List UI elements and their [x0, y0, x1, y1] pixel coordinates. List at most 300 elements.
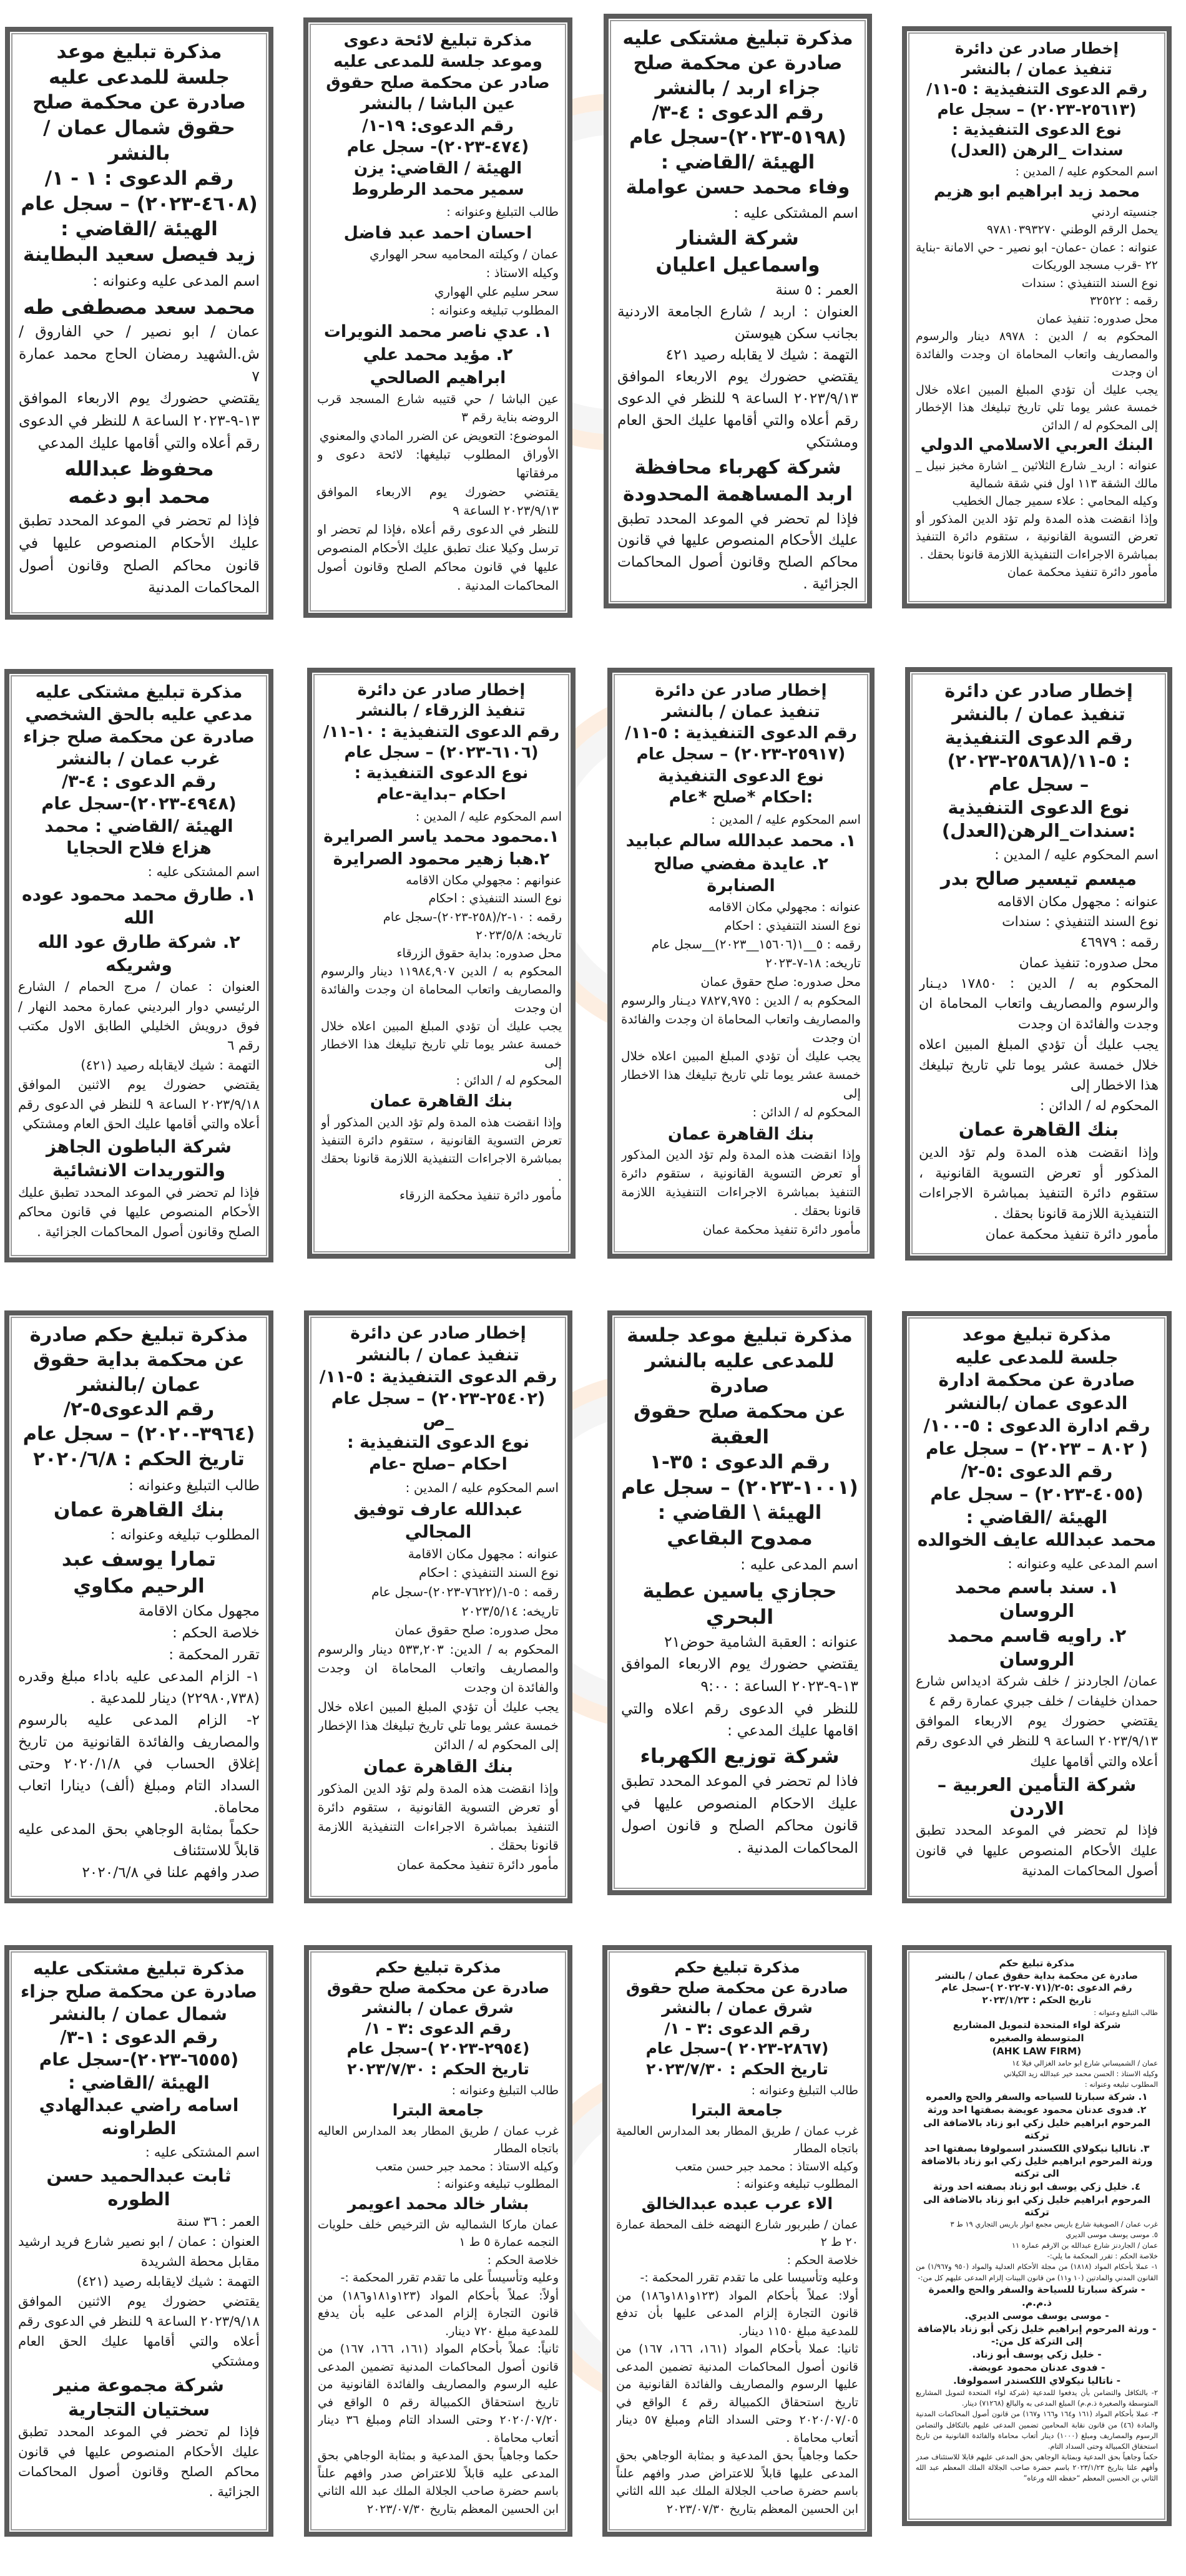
party-name: المتوسطة والصغيره — [989, 2032, 1084, 2044]
notice-text: رقمه : ٥-١/(٧٦٢٢-٢٠٢٣)-سجل عام — [371, 1584, 559, 1599]
party-name: جامعة البترا — [691, 2100, 783, 2120]
notice-text: فإذا لم تحضر في الموعد المحدد تطبق عليك الأحكام المنصوص عليها في قانون محاكم الصلح وقانون أصول المحاكمات الجزائية . — [617, 510, 858, 593]
notice-body — [621, 1323, 858, 1884]
notice-text: فإذا لم تحضر في الموعد المحدد تطبق عليك الأحكام المنصوص عليها في قانون محاكم الصلح وقانون أصول المحاكمات الجزائية . — [18, 1184, 260, 1239]
party-name: شركة كهرباء محافظة — [634, 456, 841, 479]
notice-heading: اسامه راضي عبدالهادي — [39, 2095, 239, 2116]
notice-text: تاريخه: ١٨-٧-٢٠٢٣ — [765, 955, 861, 970]
notice-text: طالب التبليغ وعنوانه : — [751, 2083, 858, 2097]
notice-heading: :احكام *صلح *عام — [669, 788, 813, 807]
notice-heading: مذكرة تبليغ حكم — [375, 1958, 501, 1976]
notice-heading: تاريخ الحكم : ٢٠٢٣/٧/٣٠ — [347, 2059, 529, 2078]
notice-text: يقتضي حضورك يوم الاربعاء الموافق ١٣-٩-٢٠٢٣ الساعة : ٩:٠٠ — [621, 1655, 858, 1695]
notice-text: محل صدوره: تنفيذ عمان — [1036, 311, 1158, 326]
notice-heading: الهيئة \ القاضي : — [657, 1501, 822, 1525]
notice-heading: (٢٥٩١٧-٢٠٢٣) – سجل عام — [636, 745, 846, 764]
notice-heading: رقم الدعوى : ٣٥-١ — [649, 1451, 830, 1474]
notice-heading: (٦٥٥٥-٢٠٢٣)-سجل عام — [39, 2049, 239, 2071]
notice-text: نوع السند التنفيذي : احكام — [419, 1565, 559, 1581]
party-name: سختيان التجارية — [68, 2399, 210, 2421]
notice-heading: رقم الدعوى التنفيذية : ١٠-١١/ — [323, 722, 560, 741]
notice-text: تاريخه: ٢٠٢٣/٥/١٤ — [461, 1603, 559, 1619]
notice-heading: (٤٦٠٨-٢٠٢٣) – سجل عام — [21, 192, 258, 215]
notice-text: اسم المشتكى عليه : — [147, 864, 260, 880]
notice-text: اسم المشتكى عليه : — [145, 2144, 260, 2160]
notice-text: مأمور دائرة تنفيذ محكمة الزرقاء — [399, 1188, 562, 1203]
notice-heading: تنفيذ عمان / بالنشر — [662, 703, 820, 722]
party-name: شركة الباطون الجاهز — [46, 1136, 232, 1157]
notice-text: رقمه : ١٠-٢/(٢٥٨-٢٠٢٣)-سجل عام — [383, 909, 562, 924]
notice-text: عمان ماركا الشماليه ش الترخيص خلف حلويات النجمه عمارة ٥ ط ١ — [318, 2217, 559, 2250]
notice-body — [919, 680, 1159, 1249]
notice-text: وكيله المحامي : علاء سمير جمال الخطيب — [952, 494, 1158, 509]
notice-text: يحمل الرقم الوطني ٩٧٨١٠٣٩٣٢٧٠ — [986, 223, 1158, 237]
notice-text: وعليه وتأسيسا على ما تقدم تقرر المحكمة :- — [640, 2271, 858, 2285]
notice-heading: رقم الدعوى التنفيذية : ٥-١١/ — [625, 724, 857, 743]
notice-text: ٣- عملا بأحكام المواد (١٦١ و١٦٤ و١٦٦ و١٦٧) من قانون أصول المحاكمات المدنية والمادة (٤٦) من قانون نقابة المحامين تضمين المدعى عليهم بالتكافل والتضامن الرسوم والمصاريف ومبلغ (١٠٠٠) دينار أتعاب محاماة والفائدة القانونية من تاريخ استحقاق الكمبيالة وحتى السداد التام. — [916, 2409, 1158, 2451]
notice-heading: صادرة عن محكمة صلح — [633, 52, 843, 74]
notice-text: حكما وجاهياً بحق المدعية و بمثابة الوجاهي بحق المدعى عليها قابلاً للاعتراض صدر وافهم علناً باسم حضرة صاحب الجلالة الملك عبد الله الثاني ابن الحسين المعظم بتاريخ ٢٠٢٣/٠٧/٣٠ — [616, 2449, 858, 2516]
notice-heading: رقم الدعوى :٥-٢/(٧٠٧١-٢٠٢٢ )-سجل عام — [941, 1982, 1132, 1993]
legal-notice — [607, 668, 875, 1259]
notice-text: المطلوب تبليغه وعنوانه : — [436, 2177, 559, 2192]
notice-text: وإذا انقضت هذه المدة ولم تؤد الدين المذكور أو تعرض التسوية القانونية ، ستقوم دائرة التنفيذ بمباشرة الاجراءات التنفيذية اللازمة قانونا بحقك . — [318, 1780, 559, 1853]
notice-heading: مذكرة تبليغ حكم — [999, 1958, 1075, 1969]
notice-heading: رقم الدعوى التنفيذية : ٥-١١/ — [319, 1367, 557, 1387]
notice-body — [318, 1958, 559, 2525]
party-name: - ناتاليا نيكولاي اللكسندر اسمولوفا. — [953, 2375, 1120, 2387]
notice-text: المحكوم به / الدين : ١٧٨٥٠ ديـنار والرسوم والمصاريف واتعاب المحاماة ان وجدت والفائدة ان وجدت — [919, 975, 1159, 1033]
notice-heading: مذكرة تبليغ حكم — [674, 1958, 800, 1976]
party-name: تمارا يوسف عبد — [61, 1548, 217, 1571]
notice-text: للنظر في الدعوى رقم اعلاه والتي اقامها عليك المدعي : — [621, 1699, 858, 1740]
legal-notice — [602, 1945, 872, 2537]
notice-heading: صادر عن محكمة صلح حقوق — [326, 74, 550, 93]
notice-text: نوع السند التنفيذي : سندات — [1002, 914, 1159, 930]
notice-text: سحر سليم علي الهواري — [434, 283, 559, 299]
party-name: شركة لواء المتحدة لتمويل المشاريع — [953, 2019, 1121, 2031]
notice-text: اسم المحكوم عليه / المدين : — [711, 811, 861, 827]
notice-heading: (٥١٩٨-٢٠٢٣)-سجل عام — [629, 127, 846, 149]
notice-text: العمر : ٣٦ سنة — [176, 2213, 260, 2230]
notice-heading: تاريخ الحكم : ٢٠٢٠/٦/٨ — [33, 1448, 245, 1471]
party-name: بنك القاهرة عمان — [958, 1119, 1119, 1141]
notice-text: مأمور دائرة تنفيذ محكمة عمان — [396, 1857, 559, 1873]
notice-heading: تاريخ الحكم : ٢٠٢٣/٧/٣٠ — [646, 2059, 828, 2078]
notice-text: المطلوب تبليغه وعنوانه : — [1084, 2080, 1158, 2089]
notice-text: محل صدوره: صلح حقوق عمان — [395, 1622, 559, 1638]
notice-heading: حقوق شمال عمان /بالنشر — [43, 116, 235, 165]
notice-heading: صادرة عن محكمة صلح جزاء — [20, 1981, 258, 2002]
notice-heading: (٣٩٦٤-٢٠٢٠) – سجل عام — [22, 1423, 255, 1446]
party-name: ١. سند باسم محمد الروسان — [954, 1576, 1119, 1622]
notice-text: العنوان : اربد / شارع الجامعة الاردنية بجانب سكن هيوستن — [617, 303, 858, 342]
notice-heading: رقم الدعوى التنفيذية — [944, 726, 1133, 748]
notice-heading: رقم الدعوى٥-٢/ — [63, 1398, 215, 1421]
notice-body — [18, 681, 260, 1251]
party-name: محمد زيد ابراهيم ابو هزيم — [933, 182, 1140, 201]
notice-heading: نوع الدعوى التنفيذية — [948, 796, 1130, 818]
notice-heading: صادرة عن محكمة صلح جزاء — [23, 726, 255, 747]
notice-text: حكماً وجاهياً بحق المدعية وبمثابة الوجاهي بحق المدعى عليهم قابلا للاستئناف صدر وأفهم علنا بتاريخ ٢٠٢٣/١/٢٣ باسم حضرة صاحب الجلالة الملك المعظم عبد الله الثاني بن الحسين المعظم “حفظه الله ورعاه” — [916, 2452, 1158, 2483]
notice-heading: صادرة عن محكمة ادارة — [938, 1370, 1135, 1391]
notice-text: نوع السند التنفيذي : احكام — [428, 891, 562, 906]
notice-heading: (١٠٠١-٢٠٢٣) – سجل عام — [621, 1476, 858, 1499]
notice-heading: سمير محمد الرطروط — [351, 180, 524, 199]
legal-notice — [303, 17, 572, 618]
notice-text: عنوانه : اربد_ شارع الثلاثين _ اشارة مخبز نبيل _ مالك الشقة ١١٣ اول فني شقة شمالية — [916, 459, 1158, 490]
notice-text: خلاصة الحكم : — [172, 1624, 260, 1642]
notice-text: خلاصة الحكم : — [487, 2253, 559, 2267]
notice-heading: زيد فيصل سعيد البطاينة — [22, 243, 256, 266]
notice-heading: (٦١٠٦-٢٠٢٣) – سجل عام — [344, 743, 539, 762]
notice-body — [18, 1323, 260, 1892]
notice-heading: تنفيذ عمان / بالنشر — [952, 703, 1125, 725]
notice-heading: مذكرة تبليغ لائحة دعوى — [343, 31, 532, 50]
notice-heading: مذكرة تبليغ مشتكى عليه — [35, 682, 243, 702]
notice-text: المطلوب تبليغه وعنوانه : — [430, 302, 559, 318]
notice-heading: رقم الدعوى التنفيذية : ٥-١١/ — [926, 80, 1148, 98]
notice-text: يقتضي حضورك يوم الاربعاء الموافق ٢٠٢٣/٩/١٣ الساعة ٩ للنظر في الدعوى رقم أعلاه والتي أقامها عليك الحق العام ومشتكي — [617, 368, 858, 451]
notice-heading: صادرة عن محكمة بداية حقوق عمان / بالنشر — [935, 1969, 1138, 1981]
notice-text: يجب عليك أن تؤدي المبلغ المبين اعلاه خلال خمسة عشر يوما تلي تاريخ تبليغك هذا الاخطار إلى — [621, 1048, 861, 1101]
notice-heading: رقم ادارة الدعوى : ٥-١٠٠/ — [923, 1415, 1150, 1437]
notice-heading: (٤٠٥٥-٢٠٢٣) – سجل عام — [930, 1483, 1144, 1505]
party-name: بنك القاهرة عمان — [370, 1091, 513, 1111]
party-name: ميسم تيسير صالح بدر — [940, 868, 1137, 890]
party-name: بنك القاهرة عمان — [363, 1756, 513, 1777]
party-name: ١. شركة سبارتا للسياحه والسفر والحج والعمره — [926, 2091, 1148, 2103]
notice-heading: رقم الدعوى :٣ - ١/ — [365, 2019, 511, 2037]
notice-text: العمر : ٥ سنة — [775, 281, 858, 298]
notice-text: ٢- الزام المدعى عليه بالرسوم والمصاريف والفائدة القانونية من تاريخ إغلاق الحساب في ٢٠٢٠/١/٨ وحتى السداد التام ومبلغ (ألف) دينارا اتعاب محاماة. — [18, 1711, 260, 1816]
notice-heading: مذكرة تبليغ موعد — [962, 1324, 1112, 1345]
notice-heading: وموعد جلسة للمدعى عليه — [333, 52, 542, 72]
notice-text: عنوانه : عمان -عمان- ابو نصير - حي الامانة -بناية ٢٢ -قرب مسجد الوريكات — [916, 240, 1158, 273]
notice-text: اسم المحكوم عليه / المدين : — [405, 1480, 559, 1495]
notice-text: عمان/ الجاردنز / خلف شركة اديداس شارع حمدان خليفات / خلف جبري عمارة رقم ٤ — [916, 1674, 1158, 1710]
notice-body — [916, 1324, 1158, 1892]
party-name: عبدالله عارف توفيق المجالي — [353, 1499, 523, 1542]
notice-heading: رقم الدعوى: ١٩-١/ — [362, 116, 514, 135]
notice-body — [916, 1958, 1158, 2515]
notice-text: عمان / ابو نصير / حي الفاروق / ش.الشهيد رمضان الحاج محمد عمارة ٧ — [19, 323, 260, 385]
notice-heading: الهيئة /القاضي : — [660, 152, 815, 174]
party-name: محمد سعد مصطفى طه — [23, 295, 255, 319]
notice-text: وكيله الاستاذ : — [486, 265, 559, 280]
party-name: ابراهيم الصالحي — [370, 368, 506, 388]
notice-text: المحكوم له / الدائن : — [1039, 1098, 1159, 1115]
party-name: ١. عدي ناصر محمد النويرات — [323, 322, 552, 342]
notice-text: المحكوم به / الدين: ٥٣٣,٢٠٣ دينار والرسوم والمصاريف واتعاب المحاماة ان وجدت والفائدة ان وجدت — [318, 1641, 559, 1695]
notice-heading: سندات _الرهن (العدل) — [950, 140, 1124, 159]
notice-text: المحكوم له / الدائن : — [752, 1105, 861, 1120]
notice-text: الموضوع: التعويض عن الضرر المادي والمعنوي — [319, 428, 559, 444]
notice-text: عنوانه : العقبة الشامية حوض٢١ — [664, 1632, 858, 1651]
notice-text: ١- الزام المدعى عليه باداء مبلغ وقدره (٢٢٩٨٠,٧٣٨) دينار للمدعية . — [18, 1668, 260, 1707]
notice-heading: رقم الدعوى : ١-٣/ — [60, 2026, 218, 2047]
notice-text: ثانياً: عملاً بأحكام المواد (١٦١، ١٦٦، ١٦٧) من قانون أصول المحاكمات المدنية تضمين المدعى عليه الرسوم والمصاريف والفائدة القانونية من تاريخ استحقاق الكمبيالة رقم ٥ الواقع في ٢٠٢٠/٠٧/٢٠ وحتى السداد التام ومبلغ ٣٦ دينار أتعاب محاماة . — [318, 2342, 559, 2445]
notice-text: وإذا انقضت هذه المدة ولم تؤد الدين المذكور أو تعرض التسوية القانونية ، ستقوم دائرة التنفيذ بمباشرة الاجراءات التنفيذية اللازمة قانونا بحقك . — [321, 1115, 562, 1184]
notice-text: جنسيته اردني — [1091, 205, 1158, 219]
party-name: جامعة البترا — [392, 2100, 484, 2120]
notice-text: المحكوم له / الدائن : — [456, 1073, 562, 1088]
notice-heading: إخطار صادر عن دائرة — [357, 681, 526, 700]
party-name: - خليل زكي يوسف أبو زناد. — [972, 2349, 1102, 2361]
notice-text: يجب عليك أن تؤدي المبلغ المبين اعلاه خلال خمسة عشر يوما تلي تاريخ تبليغك هذا الإخطار إلى المحكوم له / الدائن — [916, 383, 1158, 432]
notice-text: عنوانه : مجهولي مكان الاقامه — [708, 899, 861, 915]
notice-heading: تنفيذ عمان / بالنشر — [357, 1345, 519, 1365]
legal-notice — [4, 1310, 273, 1903]
notice-heading: ( ٨٠٢ – ٢٠٢٣) – سجل عام — [925, 1438, 1148, 1459]
party-name: ٢. مؤيد محمد علي — [363, 344, 513, 364]
notice-text: رقمه : ٥__١(١٥٦٠٦__٢٠٢٣)__سجل عام — [651, 936, 861, 952]
notice-text: عنوانه : مجهول مكان الاقامة — [408, 1546, 559, 1561]
party-name: ١. محمد عبدالله سالم عبابيد — [625, 831, 856, 851]
notice-text: المحكوم به / الدين ١١٩٨٤,٩٠٧ دينار والرسوم والمصاريف واتعاب المحاماة ان وجدت والفائدة ان وجدت — [321, 964, 562, 1015]
party-name: البنك العربي الاسلامي الدولي — [920, 436, 1154, 455]
notice-text: وإذا انقضت هذه المدة ولم تؤد الدين المذكور أو تعرض التسوية القانونية ، ستقوم دائرة التنفيذ بمباشرة الاجراءات التنفيذية اللازمة قانونا بحقك . — [916, 512, 1158, 562]
notice-heading: صادرة عن محكمة صلح حقوق — [625, 1978, 849, 1997]
notice-heading: إخطار صادر عن دائرة — [944, 680, 1133, 701]
party-name: بشار خالد محمد اعويمر — [347, 2194, 529, 2213]
legal-notice — [604, 14, 872, 608]
notice-text: المطلوب تبليغه وعنوانه : — [110, 1526, 260, 1543]
notice-heading: تنفيذ عمان / بالنشر — [961, 59, 1112, 78]
notice-text: المطلوب تبليغه وعنوانه : — [736, 2177, 858, 2192]
notice-text: اسم المحكوم عليه / المدين : — [1015, 164, 1158, 178]
notice-heading: صادرة عن محكمة صلح حقوق — [326, 1978, 550, 1997]
notice-text: يجب عليك أن تؤدي المبلغ المبين اعلاه خلال خمسة عشر يوما تلي تاريخ تبليغك هذا الاخطار إلى — [919, 1037, 1159, 1094]
notice-text: العنوان : عمان / ابو نصير شارع فريد ارشيد مقابل محطة الشريدة — [18, 2233, 260, 2270]
party-name: ١. طارق محمد محمود عوده الله — [21, 884, 257, 929]
notice-heading: غرب عمان / بالنشر — [57, 749, 220, 769]
notice-text: التهمة : شيك لايقابله رصيد (٤٢١) — [76, 2273, 260, 2290]
party-name: - فدوى عدنان محمود عويضة. — [968, 2362, 1105, 2374]
party-name: ٢. فدوى عدنان محمود عويضة بصفتها احد ورثة المرحوم ابراهيم خليل زكي ابو زناد بالاضافة الى تركته — [923, 2104, 1151, 2141]
notice-heading: عمان /بالنشر — [77, 1373, 201, 1396]
notice-heading: نوع الدعوى التنفيذية — [658, 766, 824, 786]
notice-text: عمان / الجاردنز شارع عبدالله بن الارقم عمارة ١١ — [1011, 2241, 1158, 2250]
party-name: واسماعيل اعليان — [655, 253, 820, 276]
party-name: - شركة سبارتا للسياحة والسفر والحج والعمرة ذ.م.م. — [928, 2284, 1145, 2308]
notice-text: مجهول مكان الاقامة — [138, 1603, 260, 1620]
notice-heading: الهيئة /القاضي : — [966, 1506, 1108, 1528]
notice-heading: نوع الدعوى التنفيذية : — [952, 120, 1122, 139]
notice-text: اسم المدعى عليه : — [740, 1556, 858, 1574]
notice-text: يقتضي حضورك يوم الاثنين الموافق ٢٠٢٣/٩/١٨ الساعة ٩ للنظر في الدعوى رقم أعلاه والتي أقامها عليك الحق العام ومشتكي — [18, 2293, 260, 2370]
notice-heading: (٤٩٤٨-٢٠٢٣)-سجل عام — [41, 793, 237, 814]
notice-heading: رقم الدعوى : ١ - ١/ — [44, 167, 234, 190]
notice-heading: هزاع فلاح الحجايا — [66, 838, 212, 859]
notice-text: تاريخه: ٢٠٢٣/٥/٨ — [476, 927, 562, 942]
notice-text: اسم المشتكى عليه : — [733, 205, 858, 222]
notice-text: غرب عمان / طريق المطار بعد المدارس العالمية باتجاه المطار — [616, 2124, 858, 2156]
notice-text: عنوانهم : مجهولي مكان الاقامه — [406, 873, 562, 888]
notice-text: وإذا انقضت هذه المدة ولم تؤد الدين المذكور أو تعرض التسوية القانونية ، ستقوم دائرة التنفيذ بمباشرة الاجراءات التنفيذية اللازمة قانونا بحقك . — [919, 1144, 1159, 1222]
notice-text: غرب عمان / الصويفية شارع باريس مجمع انوار باريس التجاري ١٩ ط ٣ — [950, 2220, 1158, 2229]
notice-text: وكيله الاستاذ : محمد جبر حسن متعب — [375, 2159, 559, 2174]
notice-heading: الهيئة / القاضي: يزن — [353, 159, 522, 178]
party-name: ١.محمود محمد ياسر الصرايرة — [323, 827, 559, 847]
notice-body — [616, 1958, 858, 2525]
party-name: شركة توزيع الكهرباء — [640, 1744, 840, 1769]
notice-text: عنوانه : مجهول مكان الاقامه — [997, 894, 1159, 910]
notice-heading: شمال عمان / بالنشر — [51, 2004, 227, 2025]
legal-notice — [4, 1945, 273, 2537]
notice-heading: احكام –بداية-عام — [376, 784, 506, 804]
notice-heading: نوع الدعوى التنفيذية : — [354, 764, 529, 783]
notice-text: فإذا لم تحضر في الموعد المحدد تطبق عليك الأحكام المنصوص عليها في قانون محاكم الصلح وقانون أصول المحاكمات المدنية — [19, 512, 260, 597]
notice-body — [317, 30, 559, 607]
notice-heading: تاريخ الحكم : ٢٠٢٣/١/٢٣ — [982, 1994, 1092, 2006]
party-name: ٢. شركة طارق عود الله وشريكه — [37, 931, 240, 975]
notice-text: أولاً: عملاً بأحكام المواد (١٢٣و١٨١و١٨٦) من قانون التجارة إلزام المدعى عليه بأن يدفع للمدعية مبلغ ٧٢٠ دينار. — [318, 2288, 559, 2338]
notice-text: للنظر في الدعوى رقم أعلاه ،فإذا لم تحضر او ترسل وكيلا عنك تطبق عليك الأحكام المنصوص عليها في قانون محاكم الصلح وقانون أصول المحاكمات المدنية . — [317, 521, 559, 593]
notice-heading: رقم الدعوى : ٤-٣/ — [61, 771, 217, 791]
notice-text: العنوان : عمان / مرج الحمام / الشارع الرئيسي دوار البرديني عمارة محمد النهار / فوق درويش الخليلي الطابق الاول مكتب رقم ٦ — [18, 979, 260, 1053]
notice-text: التهمة : شيك لايقابله رصيد (٤٢١) — [81, 1057, 260, 1073]
notice-body — [321, 680, 562, 1247]
notice-text: رقمه : ٤٦٩٧٩ — [1080, 935, 1159, 951]
notice-text: عين الباشا / حي قتيبه شارع المسجد قرب الروضه بناية رقم ٣ — [317, 391, 559, 425]
notice-heading: عين الباشا / بالنشر — [360, 95, 516, 114]
notice-heading: (٤٧٤-٢٠٢٣)- سجل عام — [346, 137, 529, 157]
notice-body — [18, 1958, 260, 2525]
notice-text: يقتضي حضورك يوم الاربعاء الموافق ١٣-٩-٢٠٢٣ الساعة ٨ للنظر في الدعوى رقم أعلاه والتي أقامها عليك المدعي — [19, 389, 260, 452]
notice-heading: شرق عمان / بالنشر — [662, 1999, 813, 2017]
notice-text: يجب عليك أن تؤدي المبلغ المبين اعلاه خلال خمسة عشر يوما تلي تاريخ تبليغك هذا الاخطار إلى — [321, 1018, 562, 1070]
party-name: - موسى يوسف موسى الديري. — [964, 2310, 1109, 2321]
notice-heading: رقم الدعوى :٣ - ١/ — [664, 2019, 810, 2037]
notice-heading: (٢٨٦٧-٢٠٢٣ )-سجل عام — [645, 2039, 829, 2057]
notice-text: طالب التبليغ وعنوانه : — [446, 203, 559, 219]
notice-text: فإذا لم تحضر في الموعد المحدد تطبق عليك الأحكام المنصوص عليها في قانون أصول المحاكمات المدنية — [916, 1823, 1158, 1879]
legal-notice — [902, 26, 1172, 608]
party-name: ٢. عايدة مفضي صالح الصنابرة — [654, 854, 828, 896]
notice-heading: ممدوح البقاعي — [667, 1527, 813, 1549]
notice-text: وإذا انقضت هذه المدة ولم تؤد الدين المذكور أو تعرض التسوية القانونية ، ستقوم دائرة التنفيذ بمباشرة الاجراءات التنفيذية اللازمة قانونا بحقك . — [621, 1147, 861, 1219]
notice-heading: مدعي عليه بالحق الشخصي — [25, 704, 253, 724]
notice-heading: مذكرة تبليغ مشتكى عليه — [622, 27, 853, 49]
notice-text: حكماً بمثابة الوجاهي بحق المدعى عليه قابلاً للاستئناف — [18, 1820, 260, 1860]
notice-text: خلاصة الحكم : — [787, 2253, 858, 2267]
party-name: محفوظ عبدالله — [64, 456, 214, 481]
notice-heading: جزاء اربد / بالنشر — [655, 77, 821, 99]
legal-notice — [304, 1310, 572, 1903]
notice-heading: مذكرة تبليغ حكم صادرة — [29, 1324, 248, 1346]
notice-heading: مذكرة تبليغ مشتكى عليه — [32, 1958, 245, 1979]
notice-text: محل صدوره: بداية حقوق الزرقاء — [396, 945, 562, 960]
notice-text: اسم المحكوم عليه / المدين : — [415, 809, 562, 824]
notice-body — [19, 39, 260, 608]
notice-heading: الدعوى عمان /بالنشر — [946, 1392, 1128, 1413]
notice-heading: احكام –صلح -عام — [369, 1454, 507, 1474]
notice-text: اسم المدعى عليه وعنوانه : — [92, 272, 260, 290]
notice-text: وكيله الاستاذ : محمد جبر حسن متعب — [675, 2159, 858, 2174]
notice-heading: وفاء محمد حسن عواملة — [625, 176, 850, 198]
notice-heading: مذكرة تبليغ موعد — [56, 41, 222, 63]
notice-heading: (٢٥٦١٣-٢٠٢٣) – سجل عام — [937, 100, 1137, 119]
legal-notice — [5, 27, 273, 620]
legal-notice — [905, 667, 1172, 1261]
notice-text: يقتضي حضورك يوم الاربعاء الموافق ٢٠٢٣/٩/١٣ الساعة ٩ — [317, 484, 559, 519]
party-name: الاء عرب عبده عبدالخالق — [641, 2194, 833, 2213]
notice-text: طالب التبليغ وعنوانه : — [451, 2083, 559, 2097]
notice-heading: (٢٥٤٠٢-٢٠٢٣) – سجل عام _ص — [331, 1388, 546, 1430]
notice-heading: مذكرة تبليغ موعد جلسة — [627, 1324, 853, 1347]
notice-text: حكما وجاهياً بحق المدعية و بمثابة الوجاهي بحق المدعى عليه قابلاً للاعتراض صدر وافهم علناً باسم حضرة صاحب الجلالة الملك عبد الله الثاني ابن الحسين المعظم بتاريخ ٢٠٢٣/٠٧/٣٠ — [318, 2449, 559, 2516]
party-name: شركة الشنار — [677, 227, 799, 250]
legal-notice — [607, 1310, 872, 1895]
legal-notice — [4, 669, 273, 1262]
party-name: ٤. خليل زكي يوسف ابو زناد بصفته احد ورثة المرحوم ابراهيم خليل زكي ابو زناد بالاضافة الى تركته — [923, 2181, 1151, 2218]
notice-heading: عن محكمة صلح حقوق العقبة — [633, 1400, 846, 1448]
notice-heading: رقم الدعوى : ٤-٣/ — [652, 102, 824, 124]
party-name: شركة مجموعة منير — [54, 2374, 224, 2396]
notice-text: اسم المحكوم عليه / المدين : — [994, 847, 1159, 863]
notice-body — [621, 680, 861, 1247]
notice-text: تقرر المحكمة : — [169, 1646, 260, 1664]
notice-text: يقتضي حضورك يوم الاثنين الموافق ٢٠٢٣/٩/١٨ الساعة ٩ للنظر في الدعوى رقم أعلاه والتي أقامها عليك الحق العام ومشتكي — [18, 1077, 260, 1131]
notice-text: الأوراق المطلوب تبليغها: لائحة دعوى و مرفقاتها — [317, 447, 559, 481]
notice-body — [617, 26, 858, 597]
party-name: اربد المساهمة المحدودة — [623, 482, 853, 505]
notice-text: وكيله الاستاذ : الحسن محمد خير عبدالله زيد الكيلاني — [1003, 2069, 1158, 2079]
party-name: حجازي ياسين عطية البحري — [642, 1578, 837, 1629]
notice-text: فإذا لم تحضر في الموعد المحدد تطبق عليك الأحكام المنصوص عليها في قانون محاكم الصلح وقانون أصول المحاكمات الجزائية . — [18, 2424, 260, 2500]
notice-heading: تنفيذ الزرقاء / بالنشر — [357, 701, 526, 721]
notice-text: طالب التبليغ وعنوانه : — [1094, 2008, 1158, 2017]
notice-text: يقتضي حضورك يوم الاربعاء الموافق ٢٠٢٣/٩/١٣ الساعة ٩ للنظر في الدعوى رقم أعلاه والتي أقامها عليك — [916, 1714, 1158, 1770]
party-name: ٢.هبا زهير محمود الصرايرة — [333, 850, 550, 869]
notice-heading: شرق عمان / بالنشر — [363, 1999, 514, 2017]
notice-heading: – سجل عام — [988, 773, 1089, 795]
notice-text: عمان / الشميساني شارع ابو حامد الغزالي فيلا ١٤ — [1012, 2059, 1158, 2068]
notice-text: اسم المدعى عليه وعنوانه : — [1007, 1556, 1158, 1572]
notice-heading: محمد عبدالله عايف الخوالده — [917, 1530, 1157, 1551]
notice-heading: الهيئة /القاضي : محمد — [44, 816, 233, 836]
notice-heading: عن محكمة بداية حقوق — [33, 1349, 245, 1371]
party-name: احسان احمد عبد فاضل — [343, 223, 532, 243]
notice-text: مأمور دائرة تنفيذ محكمة عمان — [702, 1222, 861, 1237]
notice-heading: نوع الدعوى التنفيذية : — [346, 1432, 530, 1452]
notice-text: طالب التبليغ وعنوانه : — [129, 1476, 260, 1494]
notice-text: عمان / وكيلته المحاميه سحر الهواري — [370, 246, 559, 262]
notice-heading: رقم الدعوى :٥-٢/ — [961, 1461, 1113, 1482]
notice-heading: الهيئة /القاضي : — [68, 2072, 210, 2093]
notice-text: محل صدوره: صلح حقوق عمان — [700, 973, 861, 989]
notice-text: أولا: عملاً بأحكام المواد (١٢٣و١٨١و١٨٦) من قانون التجارة إلزام المدعى عليها بأن تدفع للمدعية مبلغ ١١٥٠ دينار. — [616, 2288, 858, 2338]
notice-heading: الهيئة /القاضي : — [61, 218, 218, 241]
notice-text: مأمور دائرة تنفيذ محكمة عمان — [1007, 565, 1158, 580]
notice-text: ٢- بالتكافل والتضامن بأن يدفعوا للمدعية (شركة لواء المتحدة لتمويل المشاريع المتوسطة والصغيرة ذ.م.م) المبلغ المدعى به والبالغ (٧١٢٦٨) دينار. — [916, 2388, 1158, 2408]
party-name: ٢. راويه قاسم محمد الروسان — [947, 1624, 1127, 1670]
notice-text: صدر وافهم علنا في ٢٠٢٠/٦/٨ — [82, 1864, 260, 1881]
notice-heading: إخطار صادر عن دائرة — [350, 1324, 526, 1343]
notice-text: عمان / طبربور شارع النهضه خلف المحطة عمارة ٢٠ ط ٢ — [616, 2217, 858, 2250]
notice-text: محل صدوره: تنفيذ عمان — [1019, 955, 1159, 971]
party-name: - ورثة المرحوم إبراهيم خليل زكي أبو زناد بالإضافة إلى التركة كل من:- — [917, 2323, 1157, 2348]
notice-text: فاذا لم تحضر في الموعد المحدد تطبق عليك الاحكام المنصوص عليها في قانون محاكم الصلح و قانون اصول المحاكمات المدنية . — [621, 1772, 858, 1857]
notice-heading: جلسة للمدعى عليه — [955, 1347, 1119, 1368]
notice-text: ثانيا: عملا بأحكام المواد (١٦١، ١٦٦، ١٦٧) من قانون أصول المحاكمات المدنية تضمين المدعى عليها الرسوم والمصاريف والفائدة القانونية من تاريخ استحقاق الكمبيالة رقم ٤ الواقع في ٢٠٢٠/٠٧/٠٥ وحتى السداد التام ومبلغ ٥٧ دينار أتعاب محاماة . — [616, 2342, 858, 2445]
notice-text: نوع السند التنفيذي : احكام — [724, 918, 861, 934]
party-name: ٣. ناتاليا نيكولاي اللكسندر اسمولوفا بصفتها احد ورثة المرحوم ابراهيم خليل زكي ابو زناد بالاضافة الى تركته — [921, 2142, 1153, 2180]
notice-body — [318, 1323, 559, 1892]
notice-text: ٥. موسى يوسف موسى الديري — [1066, 2230, 1158, 2240]
notice-text: ١- عملا بأحكام المواد (١٨١٨) من مجلة الأحكام العدلية والمواد (٩٥٠ و١/٩٦٧) من القانون المدني والمادتين (١٠ و١١) من قانون البينات إلزام المدعى عليهم كل من:- — [916, 2262, 1158, 2282]
